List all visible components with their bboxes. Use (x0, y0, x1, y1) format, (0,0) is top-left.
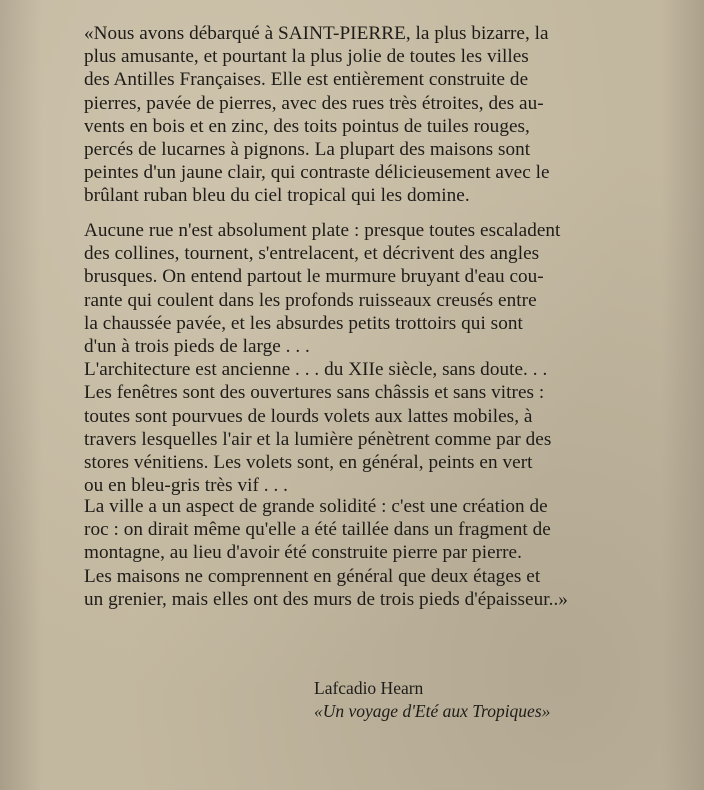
paragraph-1 (84, 22, 624, 208)
text-line: vents en bois et en zinc, des toits pointus de tuiles rouges, (84, 115, 530, 137)
text-line: des Antilles Françaises. Elle est entièrement construite de (84, 69, 529, 91)
text-line: ou en bleu-gris très vif . . . (84, 475, 288, 497)
text-line: peintes d'un jaune clair, qui contraste délicieusement avec le (84, 162, 550, 184)
text-line: brûlant ruban bleu du ciel tropical qui les domine. (84, 185, 470, 207)
text-line: toutes sont pourvues de lourds volets aux lattes mobiles, à (84, 405, 533, 427)
text-line: percés de lucarnes à pignons. La plupart des maisons sont (84, 139, 531, 161)
text-line: montagne, au lieu d'avoir été construite pierre par pierre. (84, 542, 522, 564)
text-line: Aucune rue n'est absolument plate : presque toutes escaladent (84, 220, 561, 241)
text-line: L'architecture est ancienne . . . du XIIe siècle, sans doute. . . (84, 359, 548, 381)
text-line: d'un à trois pieds de large . . . (84, 336, 310, 358)
text-line: un grenier, mais elles ont des murs de trois pieds d'épaisseur..» (84, 588, 568, 610)
text-line: rante qui coulent dans les profonds ruisseaux creusés entre (84, 289, 537, 311)
signature-block (314, 677, 550, 723)
paragraph-2 (84, 219, 624, 497)
text-line: plus amusante, et pourtant la plus jolie de toutes les villes (84, 46, 529, 68)
text-line: pierres, pavée de pierres, avec des rues très étroites, des au- (84, 92, 544, 114)
text-line: Les fenêtres sont des ouvertures sans châssis et sans vitres : (84, 382, 545, 404)
text-line: des collines, tournent, s'entrelacent, et décrivent des angles (84, 243, 540, 265)
work-title: «Un voyage d'Eté aux Tropiques» (314, 701, 551, 721)
text-line: brusques. On entend partout le murmure bruyant d'eau cou- (84, 266, 544, 288)
author-name: Lafcadio Hearn (314, 678, 424, 698)
text-line: Les maisons ne comprennent en général que deux étages et (84, 565, 541, 587)
text-line: «Nous avons débarqué à SAINT-PIERRE, la plus bizarre, la (84, 23, 549, 44)
text-line: stores vénitiens. Les volets sont, en général, peints en vert (84, 452, 533, 474)
text-line: travers lesquelles l'air et la lumière pénètrent comme par des (84, 428, 552, 450)
text-line: La ville a un aspect de grande solidité : c'est une création de (84, 496, 548, 517)
paragraph-3 (84, 495, 624, 611)
text-line: la chaussée pavée, et les absurdes petits trottoirs qui sont (84, 312, 523, 334)
text-line: roc : on dirait même qu'elle a été taillée dans un fragment de (84, 519, 551, 541)
